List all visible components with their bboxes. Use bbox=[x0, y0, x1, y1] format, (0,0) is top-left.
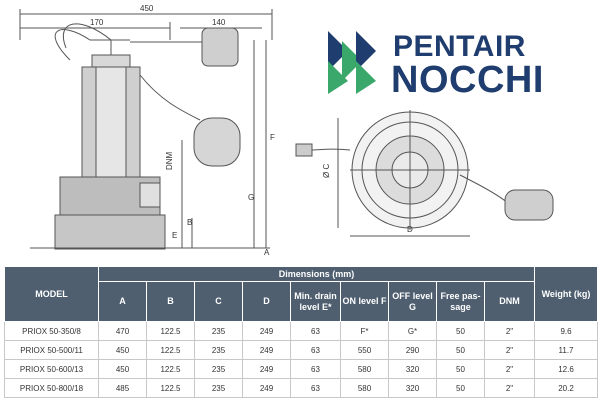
cell-d: 249 bbox=[243, 379, 291, 398]
cell-g: 320 bbox=[389, 379, 437, 398]
logo-text-pentair: PENTAIR bbox=[393, 30, 526, 63]
cell-model: PRIOX 50-350/8 bbox=[5, 322, 99, 341]
dim-right-width: 140 bbox=[212, 18, 226, 27]
cell-dnm: 2" bbox=[485, 341, 535, 360]
header-g: OFF level G bbox=[389, 282, 437, 322]
cell-f: F* bbox=[341, 322, 389, 341]
dim-total-width: 450 bbox=[140, 4, 154, 13]
cell-a: 470 bbox=[99, 322, 147, 341]
cell-passage: 50 bbox=[437, 379, 485, 398]
spec-table bbox=[4, 266, 598, 398]
header-f: ON level F bbox=[341, 282, 389, 322]
cell-passage: 50 bbox=[437, 360, 485, 379]
dim-dnm: DNM bbox=[165, 151, 174, 170]
cell-e: 63 bbox=[291, 341, 341, 360]
cell-c: 235 bbox=[195, 379, 243, 398]
cell-g: G* bbox=[389, 322, 437, 341]
cell-b: 122.5 bbox=[147, 379, 195, 398]
cell-c: 235 bbox=[195, 341, 243, 360]
pentair-nocchi-logo bbox=[318, 24, 568, 99]
cell-weight: 12.6 bbox=[535, 360, 598, 379]
header-dnm: DNM bbox=[485, 282, 535, 322]
cell-f: 580 bbox=[341, 360, 389, 379]
dim-f: F bbox=[270, 133, 275, 142]
dim-e: E bbox=[172, 231, 178, 240]
header-weight: Weight (kg) bbox=[535, 267, 598, 322]
dim-c: Ø C bbox=[322, 163, 331, 178]
cell-b: 122.5 bbox=[147, 360, 195, 379]
table-row bbox=[5, 360, 598, 379]
cell-a: 450 bbox=[99, 341, 147, 360]
table-row bbox=[5, 379, 598, 398]
cell-e: 63 bbox=[291, 322, 341, 341]
cell-g: 290 bbox=[389, 341, 437, 360]
cell-weight: 20.2 bbox=[535, 379, 598, 398]
header-a: A bbox=[99, 282, 147, 322]
header-c: C bbox=[195, 282, 243, 322]
cell-d: 249 bbox=[243, 360, 291, 379]
table-row bbox=[5, 322, 598, 341]
cell-b: 122.5 bbox=[147, 322, 195, 341]
cell-weight: 9.6 bbox=[535, 322, 598, 341]
header-model: MODEL bbox=[5, 267, 99, 322]
cell-dnm: 2" bbox=[485, 322, 535, 341]
cell-dnm: 2" bbox=[485, 379, 535, 398]
cell-passage: 50 bbox=[437, 322, 485, 341]
cell-c: 235 bbox=[195, 360, 243, 379]
cell-d: 249 bbox=[243, 322, 291, 341]
dim-g: G bbox=[248, 193, 255, 202]
header-e: Min. drain level E* bbox=[291, 282, 341, 322]
header-b: B bbox=[147, 282, 195, 322]
pentair-logo-icon bbox=[318, 26, 388, 96]
cell-model: PRIOX 50-800/18 bbox=[5, 379, 99, 398]
cell-dnm: 2" bbox=[485, 360, 535, 379]
cell-e: 63 bbox=[291, 360, 341, 379]
header-dimensions: Dimensions (mm) bbox=[99, 267, 535, 282]
cell-f: 550 bbox=[341, 341, 389, 360]
cell-model: PRIOX 50-600/13 bbox=[5, 360, 99, 379]
cell-a: 485 bbox=[99, 379, 147, 398]
cell-b: 122.5 bbox=[147, 341, 195, 360]
cell-a: 450 bbox=[99, 360, 147, 379]
logo-text-nocchi: NOCCHI bbox=[391, 59, 544, 101]
cell-g: 320 bbox=[389, 360, 437, 379]
header-passage: Free pas-sage bbox=[437, 282, 485, 322]
cell-passage: 50 bbox=[437, 341, 485, 360]
cell-c: 235 bbox=[195, 322, 243, 341]
cell-d: 249 bbox=[243, 341, 291, 360]
dim-a: A bbox=[264, 248, 270, 257]
dim-left-width: 170 bbox=[90, 18, 104, 27]
cell-weight: 11.7 bbox=[535, 341, 598, 360]
cell-e: 63 bbox=[291, 379, 341, 398]
dim-d: D bbox=[407, 225, 413, 234]
table-row bbox=[5, 341, 598, 360]
header-d: D bbox=[243, 282, 291, 322]
dim-b: B bbox=[187, 218, 193, 227]
cell-f: 580 bbox=[341, 379, 389, 398]
cell-model: PRIOX 50-500/11 bbox=[5, 341, 99, 360]
